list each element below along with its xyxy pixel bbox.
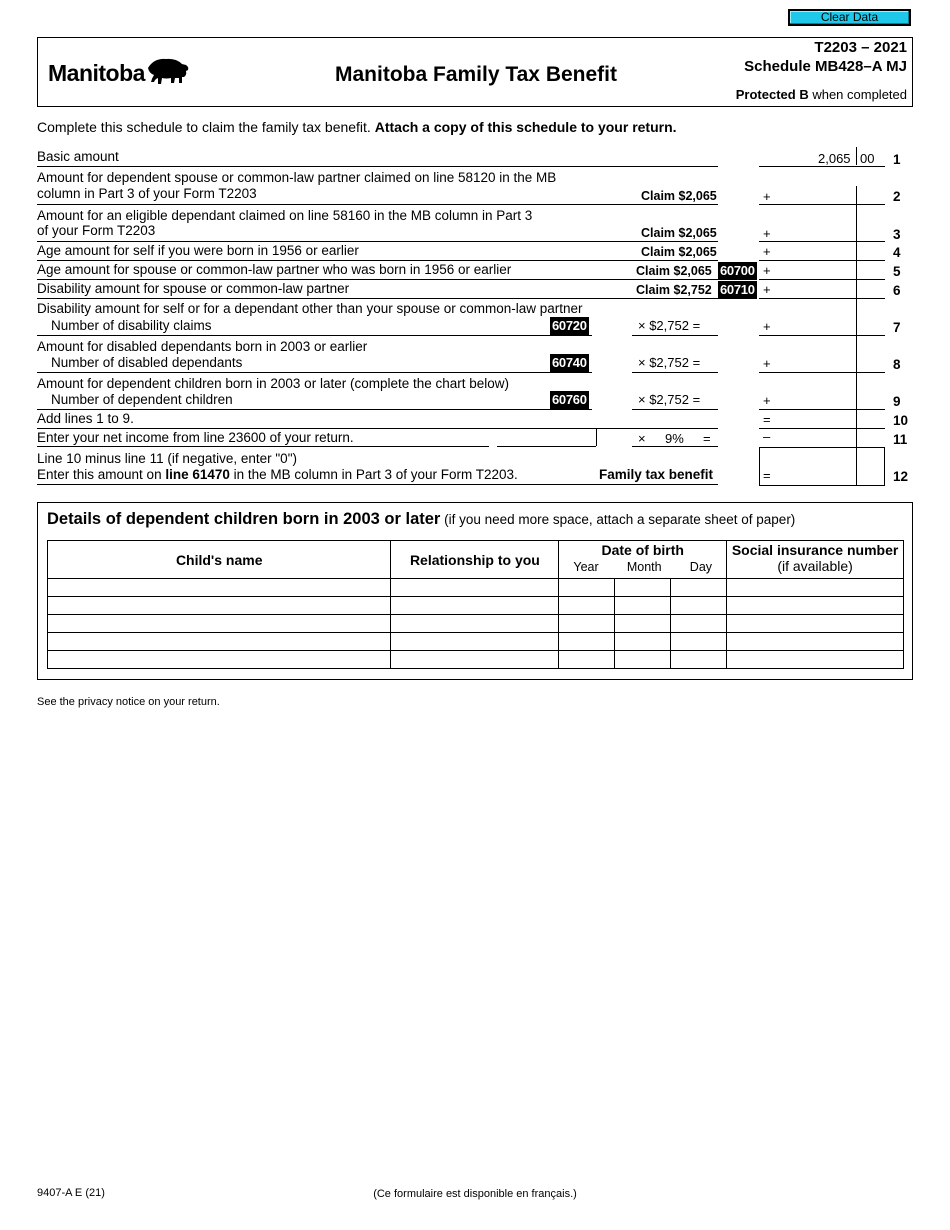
relationship-cell[interactable] <box>391 579 559 597</box>
sin-cell[interactable] <box>727 579 904 597</box>
line-11-label: Enter your net income from line 23600 of your return. <box>37 430 354 445</box>
col-date-of-birth: Date of birth Year Month Day <box>559 541 727 579</box>
form-year: T2203 – 2021 <box>814 39 907 56</box>
line-1-number: 1 <box>893 152 901 167</box>
line-9-label-2: Number of dependent children <box>51 392 233 407</box>
line-7-label-2: Number of disability claims <box>51 318 212 333</box>
line-8-multiplier: × $2,752 = <box>638 355 701 370</box>
line-5-number: 5 <box>893 264 901 279</box>
relationship-cell[interactable] <box>391 597 559 615</box>
line-2-label-2: column in Part 3 of your Form T2203 <box>37 186 257 201</box>
line-9-multiplier: × $2,752 = <box>638 392 701 407</box>
line-7-operator: + <box>763 319 771 334</box>
line-12-label-2: Enter this amount on line 61470 in the MB column in Part 3 of your Form T2203. <box>37 467 518 482</box>
sin-cell[interactable] <box>727 633 904 651</box>
line-7-number: 7 <box>893 320 901 335</box>
line-8-label-2: Number of disabled dependants <box>51 355 243 370</box>
line-10-operator: = <box>763 412 771 427</box>
intro-text: Complete this schedule to claim the family tax benefit. Attach a copy of this schedule to your return. <box>37 119 677 135</box>
day-cell[interactable] <box>671 633 727 651</box>
svg-text:Manitoba: Manitoba <box>48 60 145 86</box>
details-heading: Details of dependent children born in 2003 or later (if you need more space, attach a separate sheet of paper) <box>47 510 796 528</box>
table-row <box>48 651 904 669</box>
line-7-label-1: Disability amount for self or for a dependant other than your spouse or common-law partner <box>37 301 583 316</box>
child-name-cell[interactable] <box>48 633 391 651</box>
form-title: Manitoba Family Tax Benefit <box>335 63 617 86</box>
line-2-operator: + <box>763 189 771 204</box>
line-4-label: Age amount for self if you were born in 1956 or earlier <box>37 243 359 258</box>
table-row <box>48 597 904 615</box>
privacy-notice: See the privacy notice on your return. <box>37 696 220 708</box>
children-details-section <box>37 502 913 680</box>
line-7-code: 60720 <box>552 318 587 333</box>
line-11-rate: 9% <box>665 431 684 446</box>
month-cell[interactable] <box>615 633 671 651</box>
day-cell[interactable] <box>671 651 727 669</box>
col-day: Day <box>689 560 713 574</box>
form-number: 9407-A E (21) <box>37 1187 105 1199</box>
child-name-cell[interactable] <box>48 597 391 615</box>
line-11-operator: – <box>763 429 771 444</box>
french-availability-note: (Ce formulaire est disponible en français.) <box>373 1188 577 1200</box>
line-12-number: 12 <box>893 469 909 484</box>
day-cell[interactable] <box>671 615 727 633</box>
year-cell[interactable] <box>559 615 615 633</box>
sin-cell[interactable] <box>727 597 904 615</box>
line-1-cents: 00 <box>860 151 875 166</box>
line-2-label-1: Amount for dependent spouse or common-law partner claimed on line 58120 in the MB <box>37 170 557 185</box>
line-11-number: 11 <box>893 432 908 447</box>
children-table <box>47 540 904 669</box>
line-3-label-2: of your Form T2203 <box>37 223 156 238</box>
line-6-number: 6 <box>893 283 901 298</box>
month-cell[interactable] <box>615 615 671 633</box>
line-3-label-1: Amount for an eligible dependant claimed on line 58160 in the MB column in Part 3 <box>37 208 533 223</box>
day-cell[interactable] <box>671 579 727 597</box>
col-month: Month <box>626 560 662 574</box>
line-2-claim: Claim $2,065 <box>641 189 717 203</box>
relationship-cell[interactable] <box>391 651 559 669</box>
line-7-multiplier: × $2,752 = <box>638 318 701 333</box>
child-name-cell[interactable] <box>48 651 391 669</box>
child-name-cell[interactable] <box>48 579 391 597</box>
year-cell[interactable] <box>559 651 615 669</box>
line-11-times: × <box>638 431 646 446</box>
line-5-label: Age amount for spouse or common-law partner who was born in 1956 or earlier <box>37 262 512 277</box>
line-9-number: 9 <box>893 394 901 409</box>
month-cell[interactable] <box>615 651 671 669</box>
line-10-number: 10 <box>893 413 909 428</box>
net-income-field[interactable] <box>497 446 596 447</box>
month-cell[interactable] <box>615 579 671 597</box>
table-row <box>48 579 904 597</box>
col-childs-name: Child's name <box>48 541 391 579</box>
day-cell[interactable] <box>671 597 727 615</box>
form-identifier <box>744 38 907 76</box>
year-cell[interactable] <box>559 579 615 597</box>
col-year: Year <box>573 560 599 574</box>
col-sin: Social insurance number (if available) <box>727 541 904 579</box>
line-6-claim: Claim $2,752 <box>636 283 712 297</box>
line-10-label: Add lines 1 to 9. <box>37 411 134 426</box>
protected-notice: Protected B when completed <box>735 87 907 102</box>
line-8-number: 8 <box>893 357 901 372</box>
relationship-cell[interactable] <box>391 615 559 633</box>
line-9-operator: + <box>763 393 771 408</box>
line-4-operator: + <box>763 244 771 259</box>
line-1-amount: 2,065 <box>818 151 851 166</box>
line-4-claim: Claim $2,065 <box>641 245 717 259</box>
line-6-code: 60710 <box>720 282 755 297</box>
month-cell[interactable] <box>615 597 671 615</box>
line-8-code: 60740 <box>552 355 587 370</box>
family-tax-benefit-label: Family tax benefit <box>599 467 714 482</box>
line-3-claim: Claim $2,065 <box>641 226 717 240</box>
sin-cell[interactable] <box>727 615 904 633</box>
line-12-operator: = <box>763 468 771 483</box>
line-5-claim: Claim $2,065 <box>636 264 712 278</box>
line-6-operator: + <box>763 282 771 297</box>
line-9-code: 60760 <box>552 392 587 407</box>
col-relationship: Relationship to you <box>391 541 559 579</box>
clear-data-button[interactable]: Clear Data <box>788 9 911 26</box>
line-9-label-1: Amount for dependent children born in 2003 or later (complete the chart below) <box>37 376 510 391</box>
line-5-operator: + <box>763 263 771 278</box>
child-name-cell[interactable] <box>48 615 391 633</box>
year-cell[interactable] <box>559 597 615 615</box>
line-5-code: 60700 <box>720 263 755 278</box>
line-3-number: 3 <box>893 227 901 242</box>
relationship-cell[interactable] <box>391 633 559 651</box>
sin-cell[interactable] <box>727 651 904 669</box>
line-6-label: Disability amount for spouse or common-law partner <box>37 281 350 296</box>
line-11-equals: = <box>703 431 711 446</box>
table-row <box>48 615 904 633</box>
table-row <box>48 633 904 651</box>
line-12-label-1: Line 10 minus line 11 (if negative, enter "0") <box>37 451 297 466</box>
line-2-number: 2 <box>893 189 901 204</box>
line-4-number: 4 <box>893 245 901 260</box>
schedule-name: Schedule MB428–A MJ <box>744 58 907 75</box>
line-3-operator: + <box>763 226 771 241</box>
line-1-label: Basic amount <box>37 149 119 164</box>
line-8-operator: + <box>763 356 771 371</box>
year-cell[interactable] <box>559 633 615 651</box>
form-header <box>37 37 913 107</box>
line-8-label-1: Amount for disabled dependants born in 2003 or earlier <box>37 339 368 354</box>
